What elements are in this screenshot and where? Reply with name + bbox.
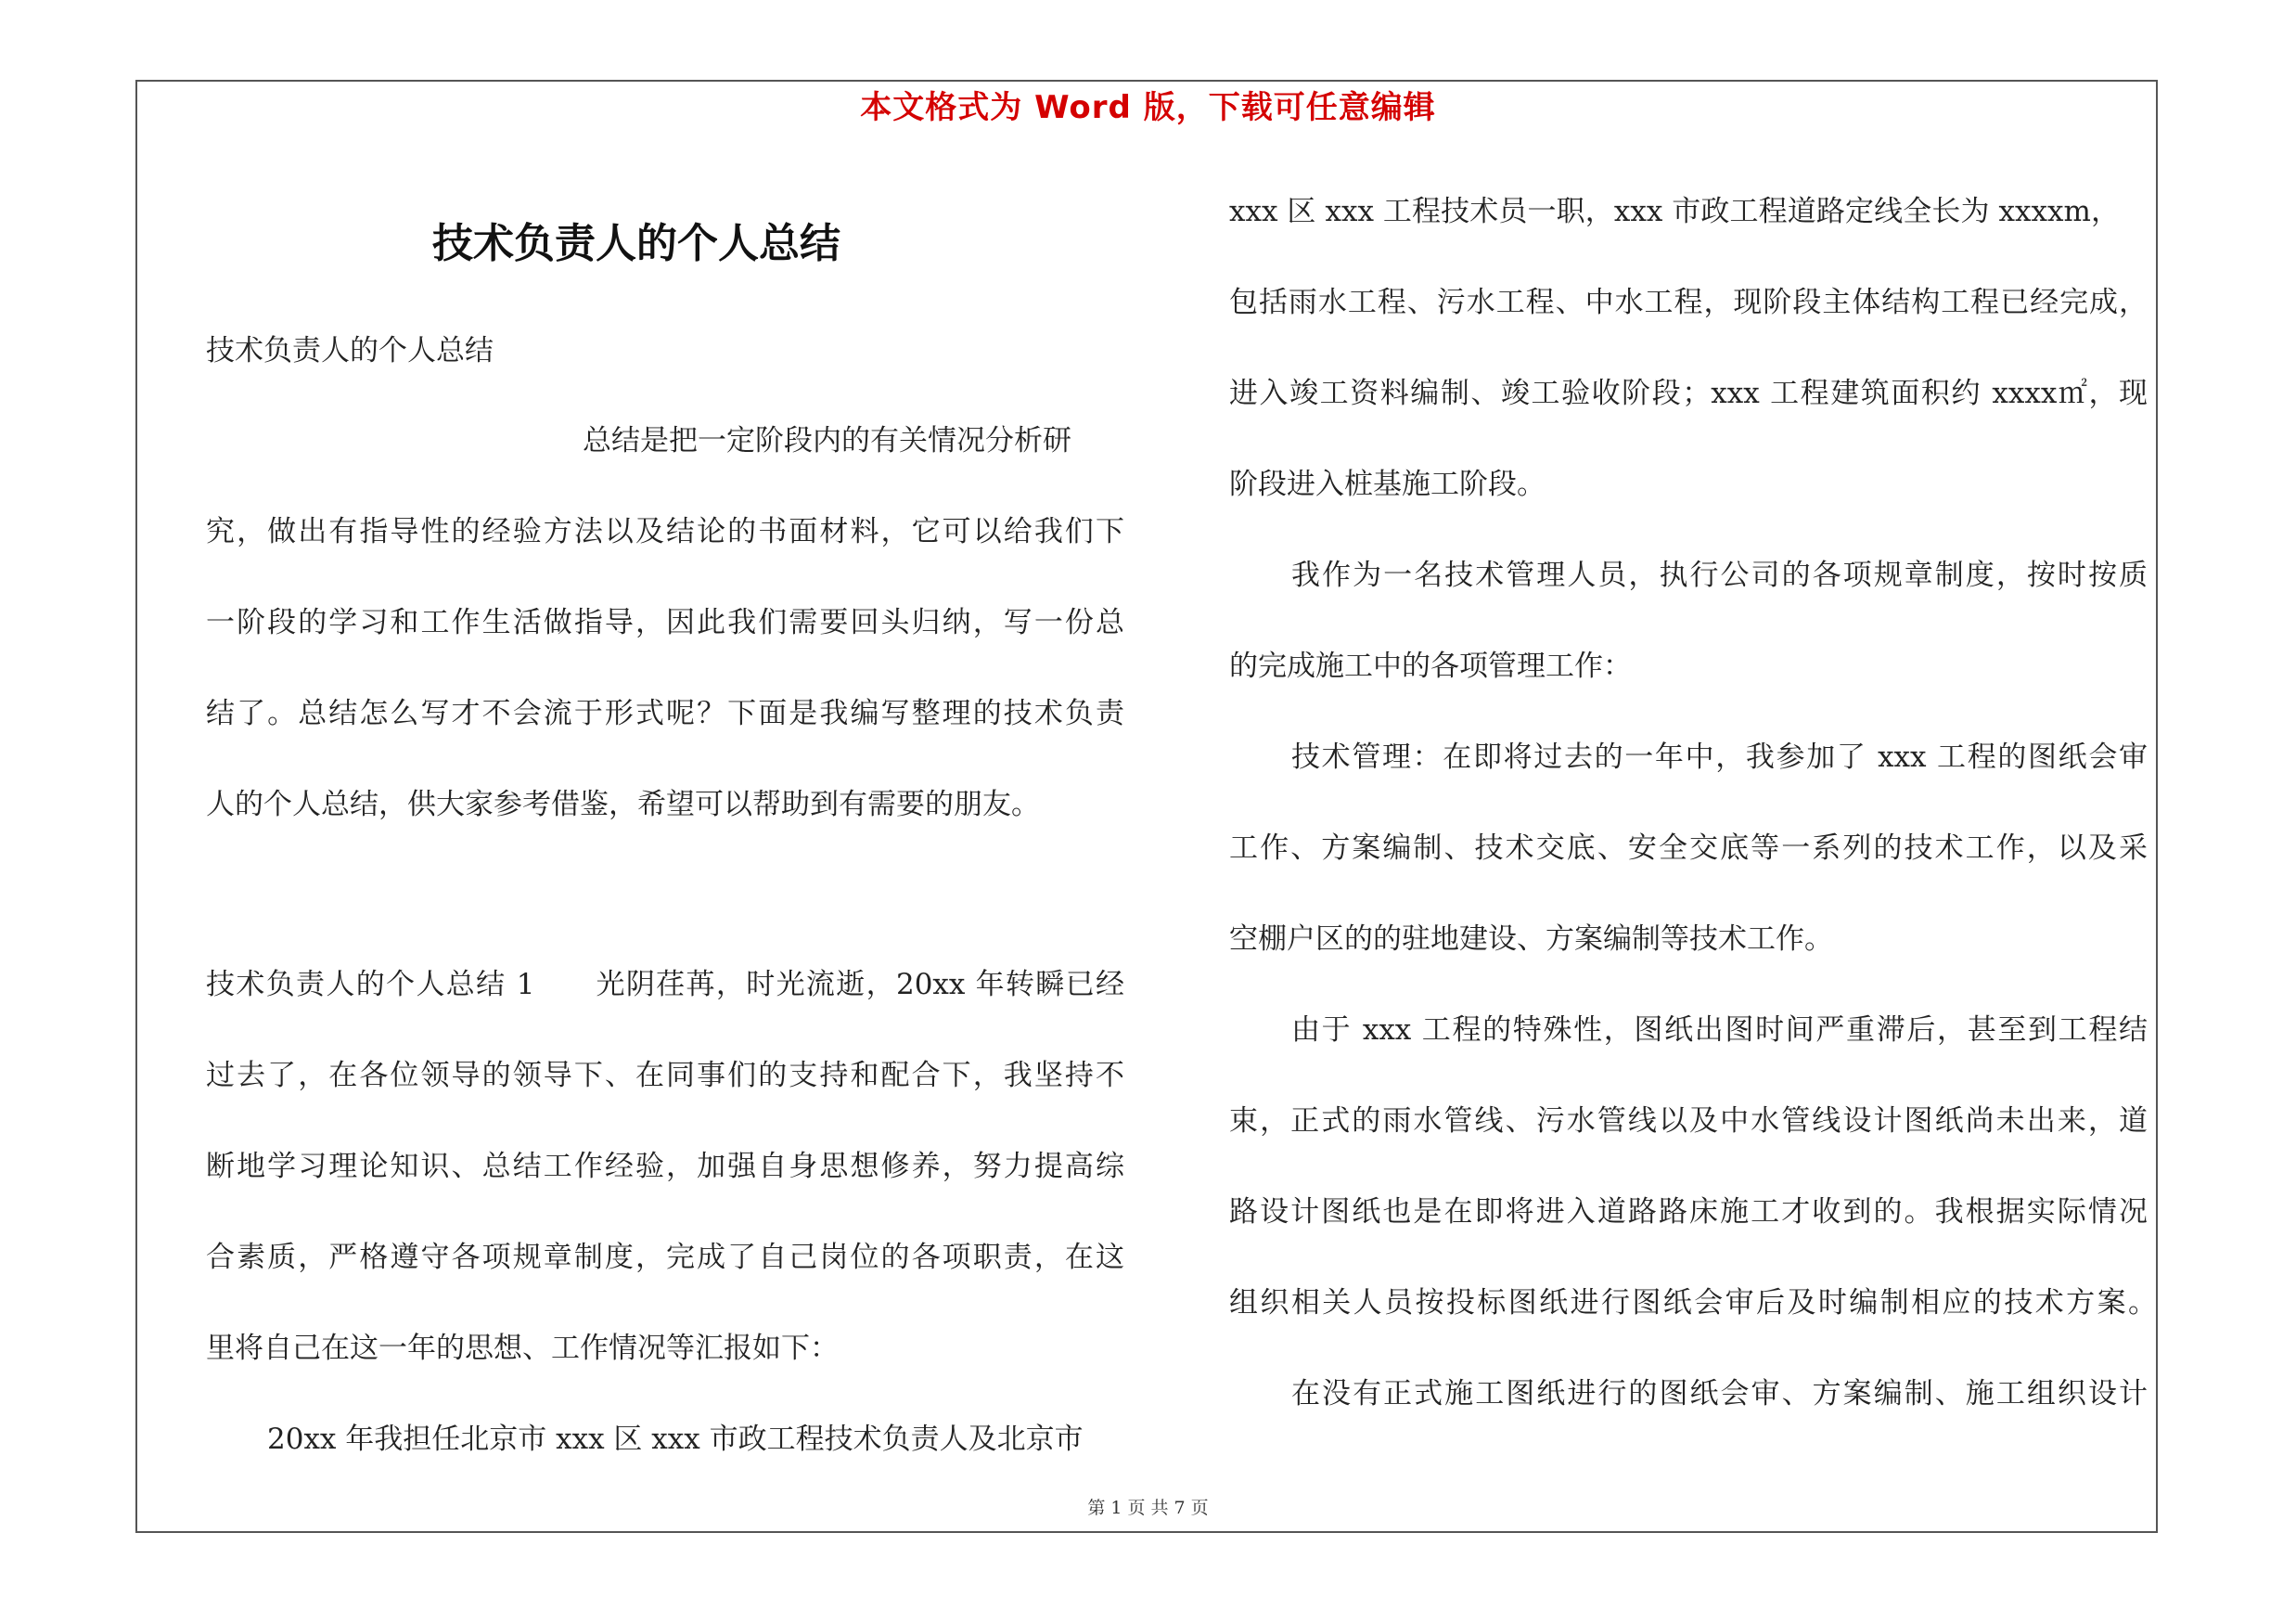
right-line-12: 路设计图纸也是在即将进入道路路床施工才收到的。我根据实际情况 xyxy=(1229,1195,2148,1229)
left-line-5: 结了。总结怎么写才不会流于形式呢？下面是我编写整理的技术负责 xyxy=(206,697,1124,730)
left-line-6: 人的个人总结，供大家参考借鉴，希望可以帮助到有需要的朋友。 xyxy=(206,788,1040,821)
right-line-3: 进入竣工资料编制、竣工验收阶段；xxx 工程建筑面积约 xxxx㎡，现 xyxy=(1229,377,2148,410)
left-line-3: 究，做出有指导性的经验方法以及结论的书面材料，它可以给我们下 xyxy=(206,515,1124,548)
right-line-8: 工作、方案编制、技术交底、安全交底等一系列的技术工作，以及采 xyxy=(1229,831,2148,865)
right-line-2: 包括雨水工程、污水工程、中水工程，现阶段主体结构工程已经完成， xyxy=(1229,286,2148,319)
right-line-5: 我作为一名技术管理人员，执行公司的各项规章制度，按时按质 xyxy=(1291,559,2148,592)
document-title: 技术负责人的个人总结 xyxy=(432,220,840,267)
right-line-11: 束，正式的雨水管线、污水管线以及中水管线设计图纸尚未出来，道 xyxy=(1229,1104,2148,1138)
right-line-6: 的完成施工中的各项管理工作： xyxy=(1229,650,1632,683)
left-line-7: 技术负责人的个人总结 1 光阴荏苒，时光流逝，20xx 年转瞬已经 xyxy=(206,968,1124,1001)
left-line-10: 合素质，严格遵守各项规章制度，完成了自己岗位的各项职责，在这 xyxy=(206,1241,1124,1274)
right-line-13: 组织相关人员按投标图纸进行图纸会审后及时编制相应的技术方案。 xyxy=(1229,1286,2157,1320)
right-line-1: xxx 区 xxx 工程技术员一职，xxx 市政工程道路定线全长为 xxxxm， xyxy=(1229,195,2120,228)
left-line-4: 一阶段的学习和工作生活做指导，因此我们需要回头归纳，写一份总 xyxy=(206,606,1124,639)
right-line-4: 阶段进入桩基施工阶段。 xyxy=(1229,468,1546,501)
left-line-8: 过去了，在各位领导的领导下、在同事们的支持和配合下，我坚持不 xyxy=(206,1059,1124,1092)
left-line-9: 断地学习理论知识、总结工作经验，加强自身思想修养，努力提高综 xyxy=(206,1150,1124,1183)
left-line-1: 技术负责人的个人总结 xyxy=(206,334,494,367)
right-line-14: 在没有正式施工图纸进行的图纸会审、方案编制、施工组织设计 xyxy=(1291,1377,2148,1410)
format-banner: 本文格式为 Word 版，下载可任意编辑 xyxy=(860,89,1436,126)
left-line-12: 20xx 年我担任北京市 xxx 区 xxx 市政工程技术负责人及北京市 xyxy=(267,1423,1084,1456)
right-line-9: 空棚户区的的驻地建设、方案编制等技术工作。 xyxy=(1229,922,1833,956)
page-number-footer: 第 1 页 共 7 页 xyxy=(1087,1498,1209,1518)
left-line-2: 总结是把一定阶段内的有关情况分析研 xyxy=(583,424,1071,457)
right-line-10: 由于 xxx 工程的特殊性，图纸出图时间严重滞后，甚至到工程结 xyxy=(1291,1013,2148,1047)
left-line-11: 里将自己在这一年的思想、工作情况等汇报如下： xyxy=(206,1332,839,1365)
right-line-7: 技术管理：在即将过去的一年中，我参加了 xxx 工程的图纸会审 xyxy=(1291,741,2148,774)
